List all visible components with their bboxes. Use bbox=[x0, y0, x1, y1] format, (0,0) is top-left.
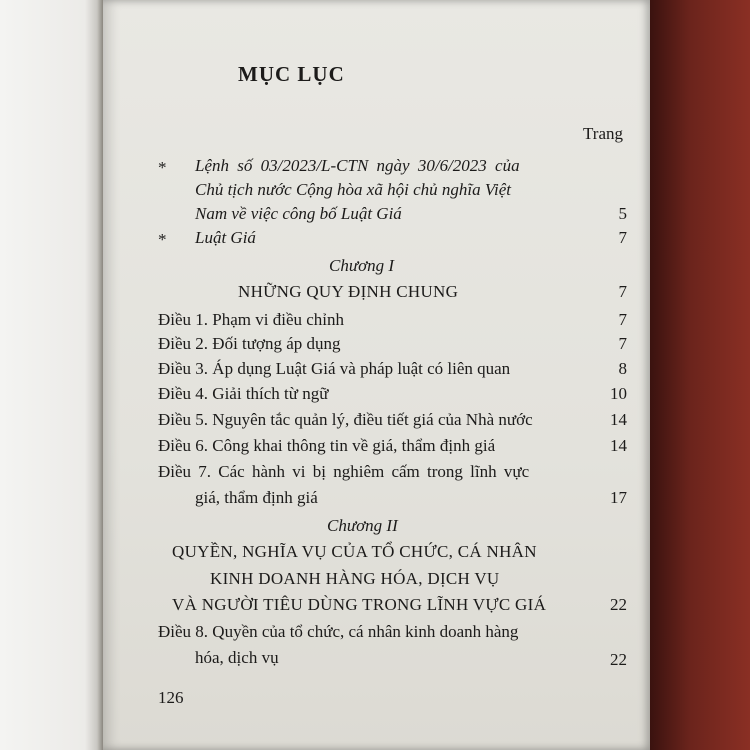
page-number: 17 bbox=[610, 488, 627, 507]
page-number: 7 bbox=[618, 334, 627, 353]
toc-title: MỤC LỤC bbox=[238, 62, 345, 86]
article-entry: Điều 2. Đối tượng áp dụng bbox=[158, 334, 341, 353]
page-number: 22 bbox=[610, 595, 627, 614]
toc-entry-line: Lệnh số 03/2023/L-CTN ngày 30/6/2023 của bbox=[195, 156, 520, 175]
article-entry: Điều 5. Nguyên tắc quản lý, điều tiết giá của Nhà nước bbox=[158, 410, 533, 429]
chapter-heading-line: VÀ NGƯỜI TIÊU DÙNG TRONG LĨNH VỰC GIÁ bbox=[172, 595, 547, 614]
page-number: 5 bbox=[618, 204, 627, 223]
article-entry-continuation: giá, thẩm định giá bbox=[195, 488, 318, 507]
chapter-heading: NHỮNG QUY ĐỊNH CHUNG bbox=[238, 282, 459, 301]
book-cover-edge bbox=[650, 0, 750, 750]
toc-entry-line: Nam về việc công bố Luật Giá bbox=[195, 204, 402, 223]
page-column-label: Trang bbox=[583, 124, 623, 143]
toc-entry-line: Chủ tịch nước Cộng hòa xã hội chủ nghĩa Việt bbox=[195, 180, 511, 199]
bullet-marker: * bbox=[158, 230, 167, 249]
page-number: 10 bbox=[610, 384, 627, 403]
chapter-label: Chương II bbox=[327, 516, 398, 535]
article-entry: Điều 7. Các hành vi bị nghiêm cấm trong lĩnh vực bbox=[158, 462, 530, 481]
page-number: 22 bbox=[610, 650, 627, 669]
page-number: 8 bbox=[618, 359, 627, 378]
article-entry: Điều 8. Quyền của tổ chức, cá nhân kinh doanh hàng bbox=[158, 622, 519, 641]
article-entry: Điều 6. Công khai thông tin về giá, thẩm định giá bbox=[158, 436, 496, 455]
chapter-label: Chương I bbox=[329, 256, 395, 275]
article-entry: Điều 4. Giải thích từ ngữ bbox=[158, 384, 329, 403]
bullet-marker: * bbox=[158, 158, 167, 177]
page-number: 7 bbox=[618, 310, 627, 329]
article-entry: Điều 3. Áp dụng Luật Giá và pháp luật có liên quan bbox=[158, 359, 511, 378]
page-number: 7 bbox=[618, 228, 627, 247]
toc-entry-line: Luật Giá bbox=[195, 228, 256, 247]
page-number: 14 bbox=[610, 436, 627, 455]
book-spine-shadow bbox=[0, 0, 103, 750]
page-number: 7 bbox=[618, 282, 627, 301]
chapter-heading-line: QUYỀN, NGHĨA VỤ CỦA TỔ CHỨC, CÁ NHÂN bbox=[172, 542, 537, 561]
page-number: 14 bbox=[610, 410, 627, 429]
article-entry: Điều 1. Phạm vi điều chỉnh bbox=[158, 310, 345, 329]
article-entry-continuation: hóa, dịch vụ bbox=[195, 648, 279, 667]
page-folio: 126 bbox=[158, 688, 184, 707]
chapter-heading-line: KINH DOANH HÀNG HÓA, DỊCH VỤ bbox=[210, 569, 500, 588]
